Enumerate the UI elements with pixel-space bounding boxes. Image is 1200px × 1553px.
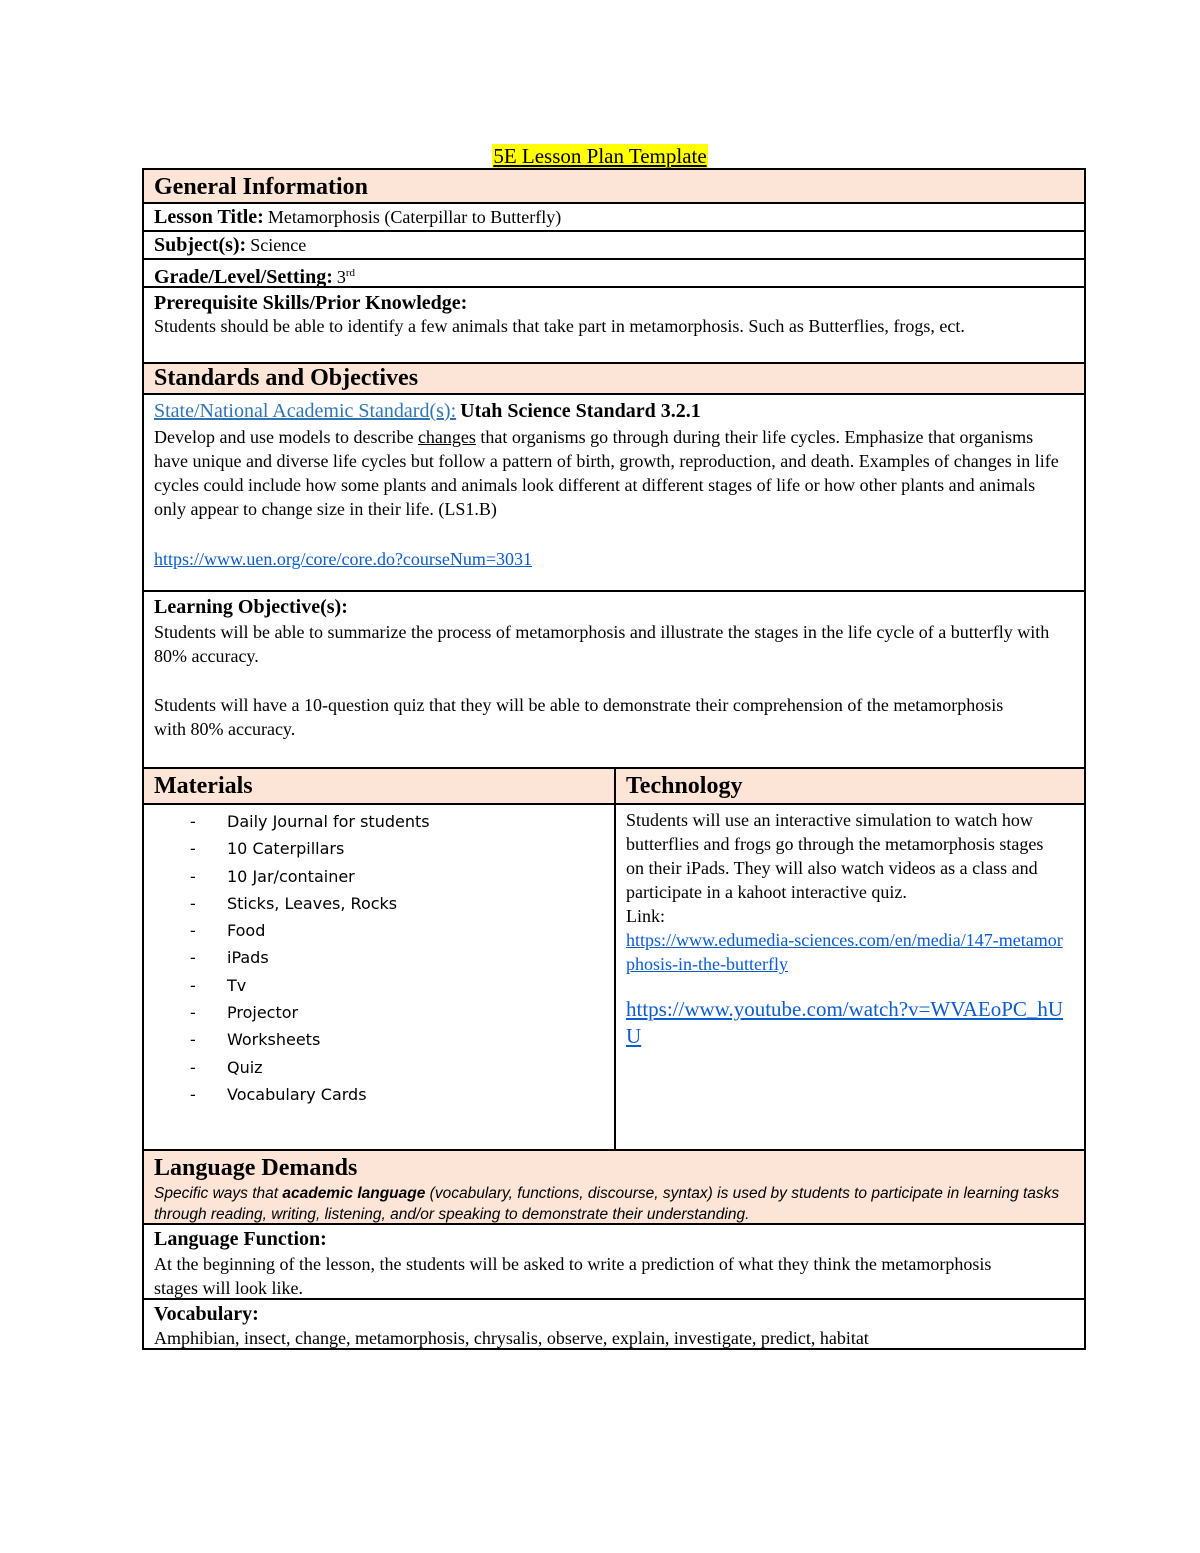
academic-standard-link[interactable]: State/National Academic Standard(s): <box>154 400 457 422</box>
language-function-label: Language Function: <box>154 1228 327 1250</box>
materials-technology-content <box>144 805 1084 1151</box>
learning-objective-text-1: Students will be able to summarize the process of metamorphosis and illustrate the stages in the life cycle of a butterfly with 80% accuracy. <box>154 622 1050 666</box>
language-demands-header <box>144 1151 1084 1225</box>
vocabulary-label: Vocabulary: <box>154 1303 259 1325</box>
grade-value: 3rd <box>336 267 356 287</box>
language-function-row <box>144 1225 1084 1300</box>
lesson-title-row <box>144 204 1084 232</box>
lesson-title-value: Metamorphosis (Caterpillar to Butterfly) <box>267 207 562 227</box>
vocabulary-row <box>144 1300 1084 1350</box>
prerequisite-label: Prerequisite Skills/Prior Knowledge: <box>154 292 468 314</box>
standard-url-link[interactable]: https://www.uen.org/core/core.do?courseNum=3031 <box>154 549 533 569</box>
materials-list-item: - Quiz <box>144 1054 615 1081</box>
prerequisite-text: Students should be able to identify a few animals that take part in metamorphosis. Such as Butterflies, frogs, ect. <box>154 316 965 336</box>
technology-link-label: Link: <box>626 906 665 926</box>
prerequisite-row <box>144 288 1084 364</box>
materials-list-item: - 10 Jar/container <box>144 863 615 890</box>
subject-label: Subject(s): <box>154 234 247 256</box>
subject-row <box>144 232 1084 260</box>
learning-objective-text-2: Students will have a 10-question quiz that they will be able to demonstrate their comprehension of the metamorphosis with 80% accuracy. <box>154 695 1004 739</box>
vocabulary-text: Amphibian, insect, change, metamorphosis, chrysalis, observe, explain, investigate, predict, habitat <box>154 1328 869 1348</box>
materials-list-item: - Vocabulary Cards <box>144 1081 615 1108</box>
technology-cell <box>616 805 1084 1149</box>
standards-objectives-header <box>144 364 1084 395</box>
lesson-plan-table <box>142 168 1086 1350</box>
grade-row <box>144 260 1084 288</box>
academic-standard-row <box>144 395 1084 592</box>
technology-heading: Technology <box>626 773 743 799</box>
materials-technology-header <box>144 769 1084 805</box>
learning-objective-row <box>144 592 1084 769</box>
technology-text: Students will use an interactive simulation to watch how butterflies and frogs go through the metamorphosis stages on their iPads. They will also watch videos as a class and participate in a kahoot interactive quiz. <box>626 810 1044 902</box>
edumedia-link[interactable]: https://www.edumedia-sciences.com/en/media/147-metamorphosis-in-the-butterfly <box>626 930 1063 974</box>
lesson-title-label: Lesson Title: <box>154 206 264 228</box>
learning-objective-label: Learning Objective(s): <box>154 596 348 618</box>
grade-label: Grade/Level/Setting: <box>154 266 333 288</box>
general-information-header <box>144 170 1084 204</box>
materials-list <box>144 808 615 1108</box>
language-function-text: At the beginning of the lesson, the students will be asked to write a prediction of what they think the metamorphosis stages will look like. <box>154 1254 992 1298</box>
document-title: 5E Lesson Plan Template <box>493 144 707 168</box>
language-demands-description: Specific ways that academic language (vocabulary, functions, discourse, syntax) is used by students to participate in learning tasks through reading, writing, listening, and/or speaking to demonstrate their understanding. <box>154 1185 1060 1223</box>
section-heading: General Information <box>154 174 368 200</box>
standard-name: Utah Science Standard 3.2.1 <box>460 400 701 422</box>
materials-list-item: - Sticks, Leaves, Rocks <box>144 890 615 917</box>
youtube-link[interactable]: https://www.youtube.com/watch?v=WVAEoPC_hUU <box>626 997 1064 1048</box>
materials-list-item: - Worksheets <box>144 1026 615 1053</box>
materials-list-item: - Projector <box>144 999 615 1026</box>
materials-list-item: - 10 Caterpillars <box>144 835 615 862</box>
materials-list-item: - Tv <box>144 972 615 999</box>
materials-list-cell <box>144 805 615 1149</box>
section-heading: Language Demands <box>154 1155 358 1181</box>
materials-list-item: - iPads <box>144 944 615 971</box>
materials-heading: Materials <box>154 773 253 799</box>
section-heading: Standards and Objectives <box>154 365 419 391</box>
standard-description: Develop and use models to describe changes that organisms go through during their life cycles. Emphasize that organisms have unique and diverse life cycles but follow a pattern of birth, growth, reproduction, and death. Examples of changes in life cycles could include how some plants and animals look different at different stages of life or how other plants and animals only appear to change size in their life. (LS1.B) <box>154 427 1059 519</box>
materials-list-item: - Daily Journal for students <box>144 808 615 835</box>
materials-list-item: - Food <box>144 917 615 944</box>
subject-value: Science <box>250 235 307 255</box>
